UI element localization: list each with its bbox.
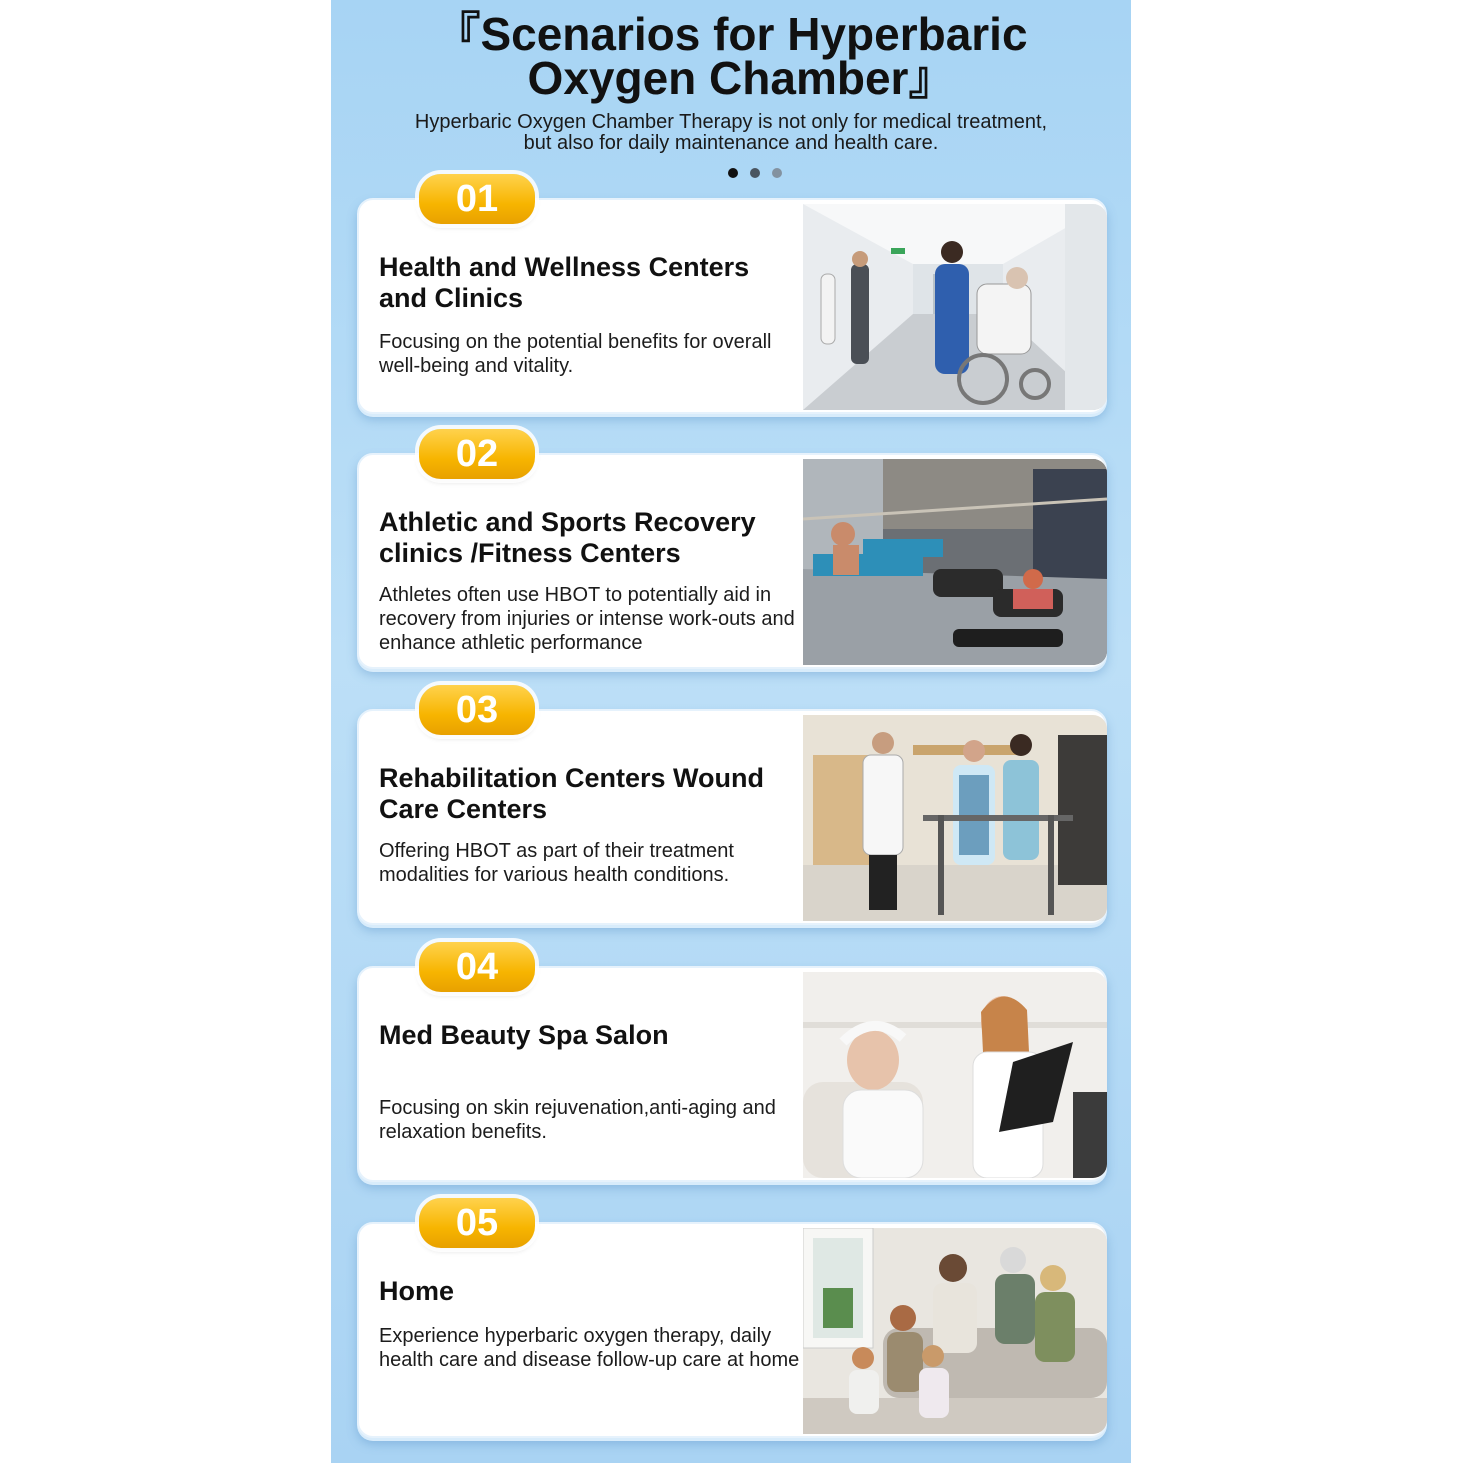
- family-at-home-photo: [803, 1228, 1107, 1434]
- pagination-dot-1[interactable]: [728, 168, 738, 178]
- scenario-card-1: [357, 178, 1107, 414]
- card-description: Experience hyperbaric oxygen therapy, daily health care and disease follow-up care at home: [379, 1325, 800, 1371]
- subtitle-line-1: Hyperbaric Oxygen Chamber Therapy is not only for medical treatment,: [414, 111, 1048, 133]
- card-number-badge: 03: [419, 685, 535, 735]
- card-number-badge: 01: [419, 174, 535, 224]
- sports-recovery-clinic-photo: [803, 459, 1107, 665]
- card-title: Med Beauty Spa Salon: [379, 1020, 669, 1050]
- card-number-badge: 05: [419, 1198, 535, 1248]
- hospital-corridor-photo: [803, 204, 1107, 410]
- card-title: Health and Wellness Centers and Clinics: [379, 252, 750, 313]
- scenario-card-3: [357, 689, 1107, 925]
- scenario-card-4: [357, 946, 1107, 1182]
- card-description: Athletes often use HBOT to potentially aid in recovery from injuries or intense work-outs and enhance athletic performance: [379, 584, 795, 654]
- rehabilitation-center-photo: [803, 715, 1107, 921]
- card-description: Focusing on skin rejuvenation,anti-aging and relaxation benefits.: [379, 1097, 776, 1143]
- card-title: Athletic and Sports Recovery clinics /Fitness Centers: [379, 507, 756, 568]
- pagination-dot-3[interactable]: [772, 168, 782, 178]
- card-number-badge: 04: [419, 942, 535, 992]
- pagination-dot-2[interactable]: [750, 168, 760, 178]
- subtitle-line-2: but also for daily maintenance and health care.: [523, 132, 939, 154]
- beauty-spa-photo: [803, 972, 1107, 1178]
- scenario-card-5: [357, 1202, 1107, 1438]
- card-description: Focusing on the potential benefits for overall well-being and vitality.: [379, 331, 772, 377]
- title-line-1: 『Scenarios for Hyperbaric: [434, 8, 1028, 60]
- card-description: Offering HBOT as part of their treatment modalities for various health conditions.: [379, 840, 734, 886]
- page-subtitle: [371, 112, 1091, 154]
- card-title: Rehabilitation Centers Wound Care Centers: [379, 763, 765, 824]
- title-line-2: Oxygen Chamber』: [527, 52, 955, 104]
- card-title: Home: [379, 1276, 455, 1306]
- page-title: [331, 8, 1131, 104]
- scenario-card-2: [357, 433, 1107, 669]
- card-number-badge: 02: [419, 429, 535, 479]
- infographic-panel: [331, 0, 1131, 1463]
